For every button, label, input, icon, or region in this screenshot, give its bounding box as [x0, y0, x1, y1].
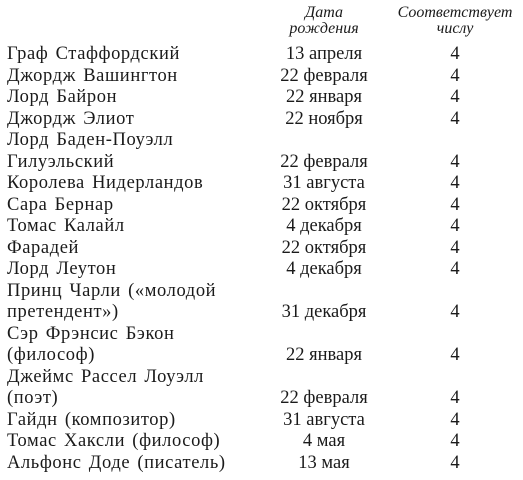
corresponding-number: 4 [450, 302, 460, 322]
person-name-line: Альфонс Доде (писатель) [7, 452, 226, 473]
corresponding-number: 4 [450, 108, 460, 129]
person-name [7, 109, 259, 131]
person-name [7, 173, 259, 195]
table-body [0, 44, 523, 474]
corresponding-number: 4 [450, 452, 460, 473]
person-name-line: Лорд Байрон [7, 87, 118, 107]
person-name-line: Лорд Леутон [7, 259, 117, 279]
table-row [0, 130, 523, 173]
person-name-line: Лорд Баден-Поуэлл [7, 130, 174, 150]
person-name-line: (поэт) [7, 388, 59, 408]
person-name [7, 259, 259, 281]
person-name [7, 431, 259, 453]
corresponding-number: 4 [450, 87, 460, 107]
table-row [0, 453, 523, 475]
person-name [7, 324, 259, 367]
person-name [7, 44, 259, 66]
table-row [0, 324, 523, 367]
corresponding-number: 4 [450, 388, 460, 408]
table-row [0, 431, 523, 453]
table-row [0, 410, 523, 432]
birth-date: 22 ноября [285, 108, 363, 129]
corresponding-number: 4 [450, 237, 460, 258]
person-name-line: Томас Калайл [7, 216, 125, 236]
corresponding-number: 4 [450, 151, 460, 172]
table-row [0, 367, 523, 410]
corresponding-number: 4 [450, 216, 460, 236]
table-row [0, 238, 523, 260]
table-row [0, 87, 523, 109]
person-name [7, 453, 259, 475]
person-name-line: Джеймс Рассел Лоуэлл [7, 366, 204, 387]
table-row [0, 109, 523, 131]
person-name-line: Джордж Вашингтон [7, 65, 178, 86]
corresponding-number: 4 [450, 44, 460, 64]
corresponding-number: 4 [450, 409, 460, 430]
person-name-line: Томас Хаксли (философ) [7, 431, 221, 451]
header-birth-date-line1: Дата [305, 4, 343, 21]
person-name-line: Принц Чарли («молодой [7, 280, 217, 301]
birth-date: 22 октября [281, 194, 367, 215]
person-name-line: (философ) [7, 345, 95, 365]
birth-date: 22 февраля [280, 151, 368, 172]
person-name [7, 216, 259, 238]
birth-date: 4 декабря [286, 259, 362, 279]
person-name [7, 130, 259, 173]
birth-date: 13 мая [298, 452, 350, 473]
table-row [0, 66, 523, 88]
birth-date: 22 февраля [280, 65, 368, 86]
table-row [0, 216, 523, 238]
person-name-line: претендент») [7, 302, 119, 322]
table-row [0, 44, 523, 66]
person-name-line: Джордж Элиот [7, 108, 135, 129]
person-name-line: Сара Бернар [7, 194, 114, 215]
table-row [0, 259, 523, 281]
person-name-line: Граф Стаффордский [7, 44, 180, 64]
corresponding-number: 4 [450, 173, 460, 193]
header-birth-date [258, 5, 390, 37]
person-name-line: Гайдн (композитор) [7, 409, 176, 430]
birth-date: 4 декабря [286, 216, 362, 236]
person-name [7, 238, 259, 260]
corresponding-number: 4 [450, 431, 460, 451]
person-name-line: Гилуэльский [7, 151, 115, 172]
header-corresponds-number-line2: числу [436, 20, 474, 37]
birth-date: 31 августа [283, 173, 365, 193]
table-row [0, 173, 523, 195]
birth-date: 13 апреля [285, 44, 363, 64]
person-name [7, 281, 259, 324]
header-birth-date-line2: рождения [289, 20, 359, 37]
person-name-line: Королева Нидерландов [7, 173, 204, 193]
corresponding-number: 4 [450, 259, 460, 279]
table-row [0, 281, 523, 324]
corresponding-number: 4 [450, 194, 460, 215]
birth-date: 22 января [286, 345, 362, 365]
header-corresponds-number [385, 5, 523, 37]
person-name [7, 410, 259, 432]
birth-date: 22 февраля [280, 388, 368, 408]
corresponding-number: 4 [450, 65, 460, 86]
person-name [7, 367, 259, 410]
person-name [7, 195, 259, 217]
birth-date: 31 августа [283, 409, 365, 430]
table-row [0, 195, 523, 217]
birth-date: 4 мая [302, 431, 346, 451]
birth-date: 31 декабря [281, 302, 367, 322]
person-name [7, 66, 259, 88]
person-name [7, 87, 259, 109]
table-header [0, 5, 523, 45]
header-corresponds-number-line1: Соответствует [397, 4, 513, 21]
birth-date: 22 января [286, 87, 362, 107]
birth-date: 22 октября [281, 237, 367, 258]
corresponding-number: 4 [450, 345, 460, 365]
person-name-line: Сэр Фрэнсис Бэкон [7, 323, 175, 344]
person-name-line: Фарадей [7, 237, 80, 258]
